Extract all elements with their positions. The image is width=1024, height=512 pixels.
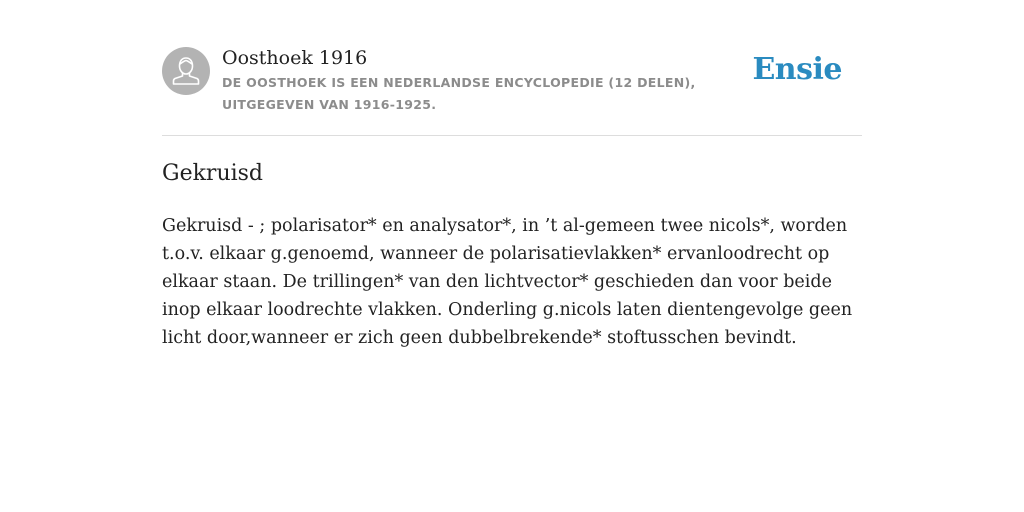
source-header — [162, 42, 862, 136]
entry-body: Gekruisd - ; polarisator* en analysator*, in ’t al-gemeen twee nicols*, worden t.o.v. elkaar g.genoemd, wanneer de polarisatievlakken* ervanloodrecht op elkaar staan. De trillingen* van den lichtvector* geschieden dan voor beide inop elkaar loodrechte vlakken. Onderling g.nicols laten dientengevolge geen licht door,wanneer er zich geen dubbelbrekende* stoftusschen bevindt. — [162, 216, 853, 348]
entry-title: Gekruisd — [162, 161, 264, 186]
user-icon — [162, 47, 210, 95]
avatar[interactable] — [162, 47, 210, 95]
source-description: DE OOSTHOEK IS EEN NEDERLANDSE ENCYCLOPEDIE (12 DELEN), UITGEGEVEN VAN 1916-1925. — [222, 75, 696, 112]
ensie-logo[interactable]: Ensie — [752, 52, 842, 87]
source-name[interactable]: Oosthoek 1916 — [222, 47, 368, 69]
